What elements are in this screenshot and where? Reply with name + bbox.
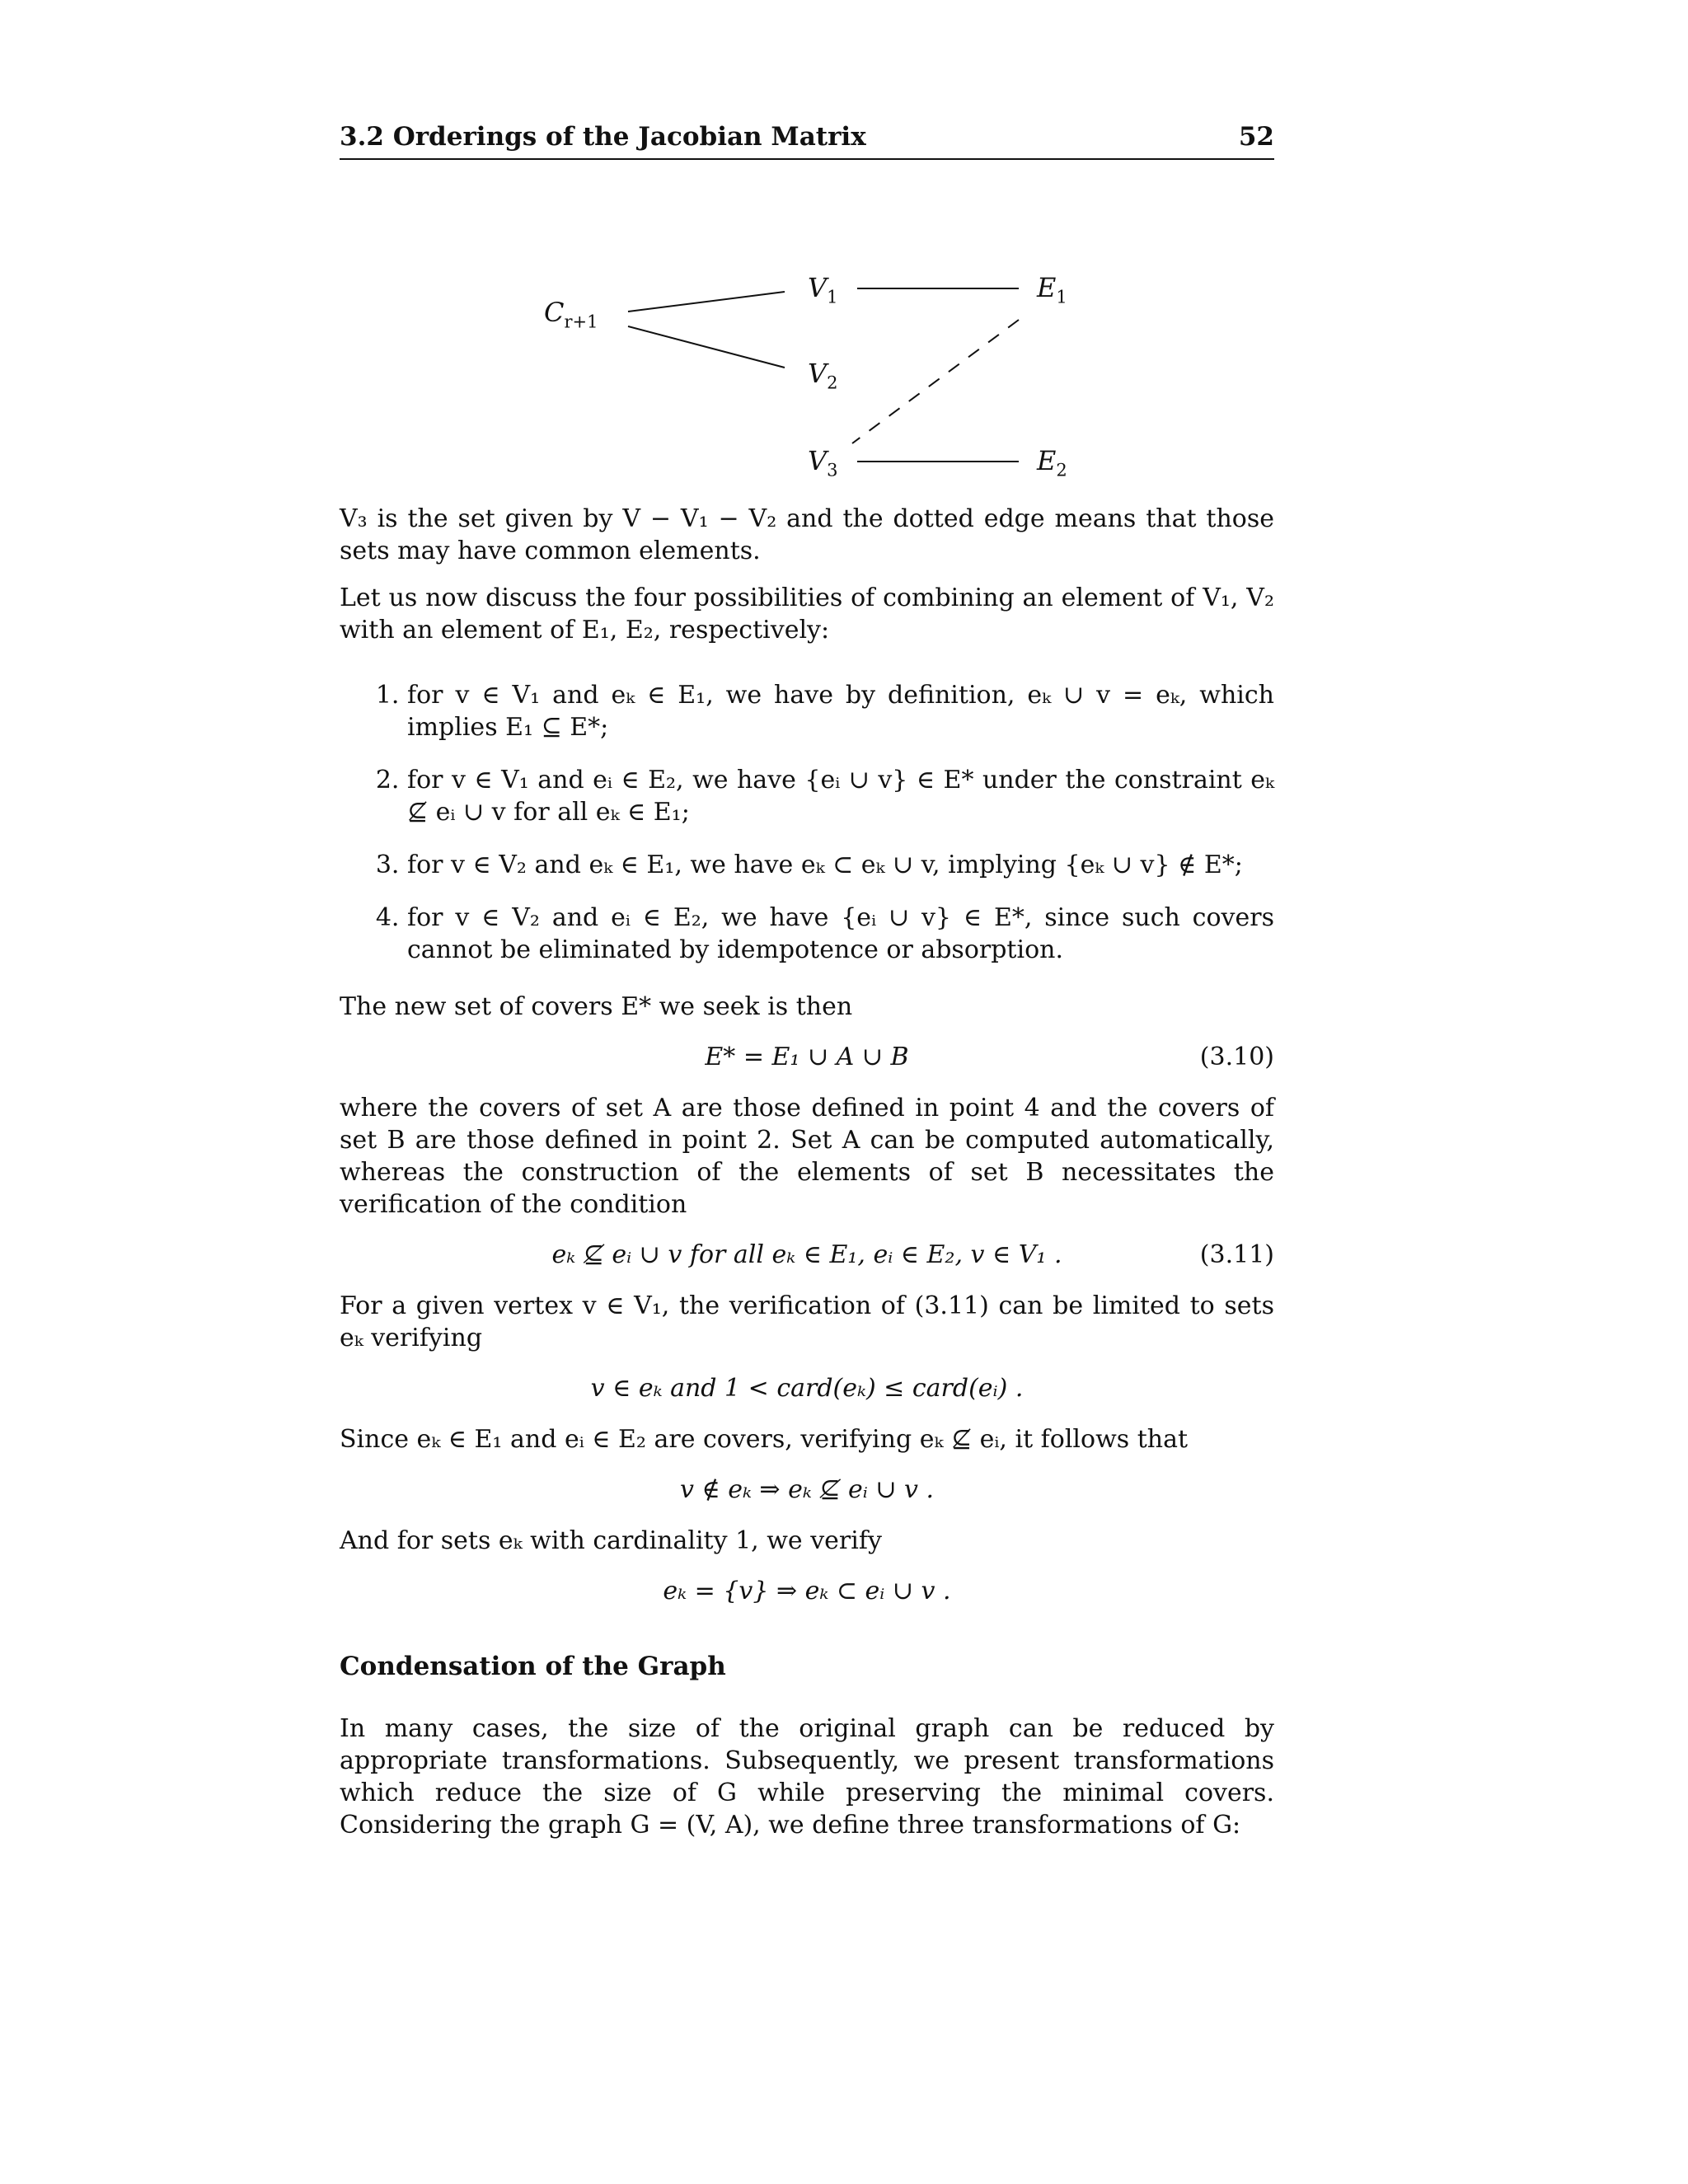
- equation-3-11: [340, 1235, 1274, 1275]
- edge-v3-e1-dotted: [852, 320, 1019, 443]
- diagram-edges: [0, 0, 1688, 494]
- paragraph-since-covers: Since eₖ ∈ E₁ and eᵢ ∈ E₂ are covers, verifying eₖ ⊈ eᵢ, it follows that: [340, 1425, 1189, 1454]
- paragraph-sets-a-b: where the covers of set A are those defined in point 4 and the covers of set B are those defined in point 2. Set A can be computed automatically, whereas the construction of the elements of set B necessitates the verification of the condition: [340, 1094, 1274, 1219]
- equation-body: v ∈ eₖ and 1 < card(eₖ) ≤ card(eᵢ) .: [590, 1374, 1024, 1403]
- possibilities-list: [340, 679, 1274, 966]
- paragraph-given-vertex: For a given vertex v ∈ V₁, the verification of (3.11) can be limited to sets eₖ verifying: [340, 1291, 1274, 1352]
- equation-body: E* = E₁ ∪ A ∪ B: [705, 1043, 909, 1071]
- paragraph-possibilities-intro: Let us now discuss the four possibilities of combining an element of V₁, V₂ with an element of E₁, E₂, respectively:: [340, 583, 1274, 644]
- equation-not-in-implies: [340, 1470, 1274, 1510]
- cover-graph-diagram: [0, 0, 1688, 494]
- node-v2: $V_2$: [808, 358, 838, 393]
- node-e1: $E_1$: [1037, 272, 1067, 307]
- equation-singleton-implies: [340, 1572, 1274, 1611]
- node-e2: $E_2$: [1037, 445, 1067, 480]
- edge-c-v1: [628, 292, 785, 312]
- equation-body: eₖ ⊈ eᵢ ∪ v for all eₖ ∈ E₁, eᵢ ∈ E₂, v ∈ V₁ .: [551, 1240, 1062, 1269]
- equation-body: eₖ = {v} ⇒ eₖ ⊂ eᵢ ∪ v .: [663, 1577, 951, 1605]
- equation-number: (3.11): [1199, 1240, 1274, 1269]
- node-v1: $V_1$: [808, 272, 838, 307]
- edge-c-v2: [628, 326, 785, 368]
- list-item: 1. for v ∈ V₁ and eₖ ∈ E₁, we have by definition, eₖ ∪ v = eₖ, which implies E₁ ⊆ E*;: [407, 679, 1274, 743]
- list-item: 3. for v ∈ V₂ and eₖ ∈ E₁, we have eₖ ⊂ eₖ ∪ v, implying {eₖ ∪ v} ∉ E*;: [407, 849, 1274, 881]
- page-number: 52: [1238, 122, 1274, 152]
- equation-card-condition: [340, 1369, 1274, 1408]
- equation-3-10: [340, 1038, 1274, 1077]
- equation-body: v ∉ eₖ ⇒ eₖ ⊈ eᵢ ∪ v .: [679, 1475, 935, 1504]
- node-v3: $V_3$: [808, 445, 838, 480]
- paragraph-v3-definition: V₃ is the set given by V − V₁ − V₂ and the dotted edge means that those sets may have common elements.: [340, 504, 1274, 565]
- subsection-title: Condensation of the Graph: [340, 1652, 726, 1681]
- section-heading: 3.2 Orderings of the Jacobian Matrix: [340, 122, 866, 152]
- page-body: [340, 503, 1274, 1856]
- paragraph-new-covers: The new set of covers E* we seek is then: [340, 992, 853, 1021]
- node-c-r1: $C_{r+1}$: [544, 297, 598, 332]
- paragraph-condensation: In many cases, the size of the original graph can be reduced by appropriate transformations. Subsequently, we present transformations which reduce the size of G while preserving the minimal covers. Considering the graph G = (V, A), we define three transformations of G:: [340, 1714, 1274, 1840]
- list-item: 2. for v ∈ V₁ and eᵢ ∈ E₂, we have {eᵢ ∪ v} ∈ E* under the constraint eₖ ⊈ eᵢ ∪ v for all eₖ ∈ E₁;: [407, 764, 1274, 828]
- equation-number: (3.10): [1199, 1043, 1274, 1071]
- paragraph-cardinality-one: And for sets eₖ with cardinality 1, we verify: [340, 1526, 882, 1555]
- list-item: 4. for v ∈ V₂ and eᵢ ∈ E₂, we have {eᵢ ∪ v} ∈ E*, since such covers cannot be eliminated by idempotence or absorption.: [407, 902, 1274, 966]
